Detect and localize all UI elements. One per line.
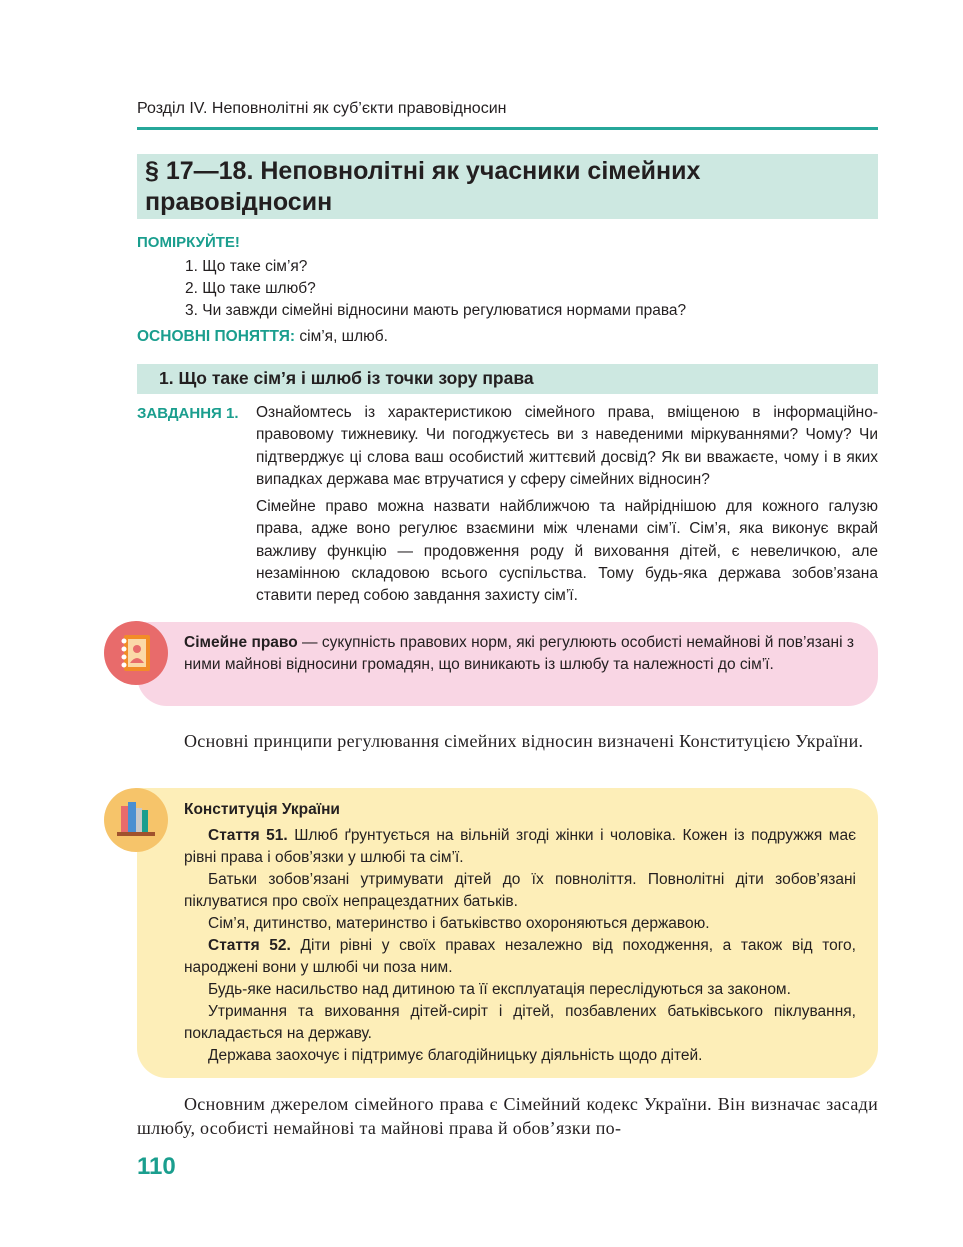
page-number: 110 (137, 1153, 176, 1180)
source-paragraph: Основним джерелом сімейного права є Сімейний кодекс України. Він визначає засади шлюбу, особисті немайнові та майнові права й обов’язки по- (137, 1094, 878, 1138)
article-text: Батьки зобов’язані утримувати дітей до їх повноліття. Повнолітні діти зобов’язані піклуватися про своїх непрацездатних батьків. (184, 871, 856, 910)
quote-paragraph: Сімейне право можна назвати найближчою та найріднішою для кожного галузю права, адже воно регулює взаємини між членами сім’ї. Сім’я, яка виконує вкрай важливу функцію — продовження роду й виховання дітей, є невеличкою, але незамінною складовою всього суспільства. Тому будь-яка держава зобов’язана ставити перед собою завдання захисту сім’ї. (256, 498, 878, 605)
question-list (185, 256, 686, 322)
article-52-paragraph (184, 935, 856, 979)
chapter-title-line2: правовідносин (145, 188, 333, 216)
article-text: Будь-яке насильство над дитиною та її експлуатація переслідуються за законом. (208, 981, 791, 998)
notebook-icon (104, 621, 168, 685)
question-item: 3. Чи завжди сімейні відносини мають регулюватися нормами права? (185, 302, 687, 319)
constitution-title: Конституція України (184, 801, 340, 818)
article-51-label: Стаття 51. (208, 827, 288, 844)
definition-text (184, 632, 854, 677)
section-heading-box (137, 364, 878, 394)
article-text: Діти рівні у своїх правах незалежно від походження, а також від того, народжені вони у шлюбі чи поза ним. (184, 937, 856, 976)
principles-paragraph: Основні принципи регулювання сімейних відносин визначені Конституцією України. (184, 731, 864, 751)
question-item: 1. Що таке сім’я? (185, 258, 308, 275)
definition-box (137, 622, 878, 706)
task-label: ЗАВДАННЯ 1. (137, 405, 239, 422)
article-52-label: Стаття 52. (208, 937, 291, 954)
article-text: Шлюб ґрунтується на вільній згоді жінки і чоловіка. Кожен із подружжя має рівні права і обов’язки у шлюбі та сім’ї. (184, 827, 856, 866)
section-heading: 1. Що таке сім’я і шлюб із точки зору права (159, 368, 534, 388)
header-divider (137, 127, 878, 130)
key-concepts-text: сім’я, шлюб. (295, 328, 388, 345)
chapter-title-line1: § 17—18. Неповнолітні як учасники сімейних (145, 157, 701, 185)
definition-body: — сукупність правових норм, які регулюють особисті немайнові й пов’язані з ними майнові відносини громадян, що виникають із шлюбу та належності до сім’ї. (184, 634, 854, 674)
key-concepts (137, 328, 388, 346)
article-text: Держава заохочує і підтримує благодійницьку діяльність щодо дітей. (208, 1047, 703, 1064)
task-paragraph: Ознайомтесь із характеристикою сімейного права, вміщеною в інформаційно-правовому тижневику. Чи погоджуєтесь ви з наведеними міркуваннями? Чому? Чи підтверджує ці слова ваш особистий життєвий досвід? Як ви вважаєте, чому і в яких випадках держава має втручатися у сферу сімейних відносин? (256, 404, 878, 488)
article-51-paragraph (184, 825, 856, 869)
constitution-body (184, 825, 856, 1067)
chapter-title (145, 156, 845, 218)
article-text: Утримання та виховання дітей-сиріт і дітей, позбавлених батьківського піклування, покладається на державу. (184, 1003, 856, 1042)
definition-term: Сімейне право (184, 634, 298, 651)
books-icon (104, 788, 168, 852)
chapter-title-box (137, 154, 878, 219)
key-concepts-label: ОСНОВНІ ПОНЯТТЯ: (137, 328, 296, 345)
running-header: Розділ IV. Неповнолітні як суб’єкти правовідносин (137, 100, 507, 117)
think-label: ПОМІРКУЙТЕ! (137, 234, 240, 251)
question-item: 2. Що таке шлюб? (185, 280, 316, 297)
article-text: Сім’я, дитинство, материнство і батьківство охороняються державою. (208, 915, 710, 932)
